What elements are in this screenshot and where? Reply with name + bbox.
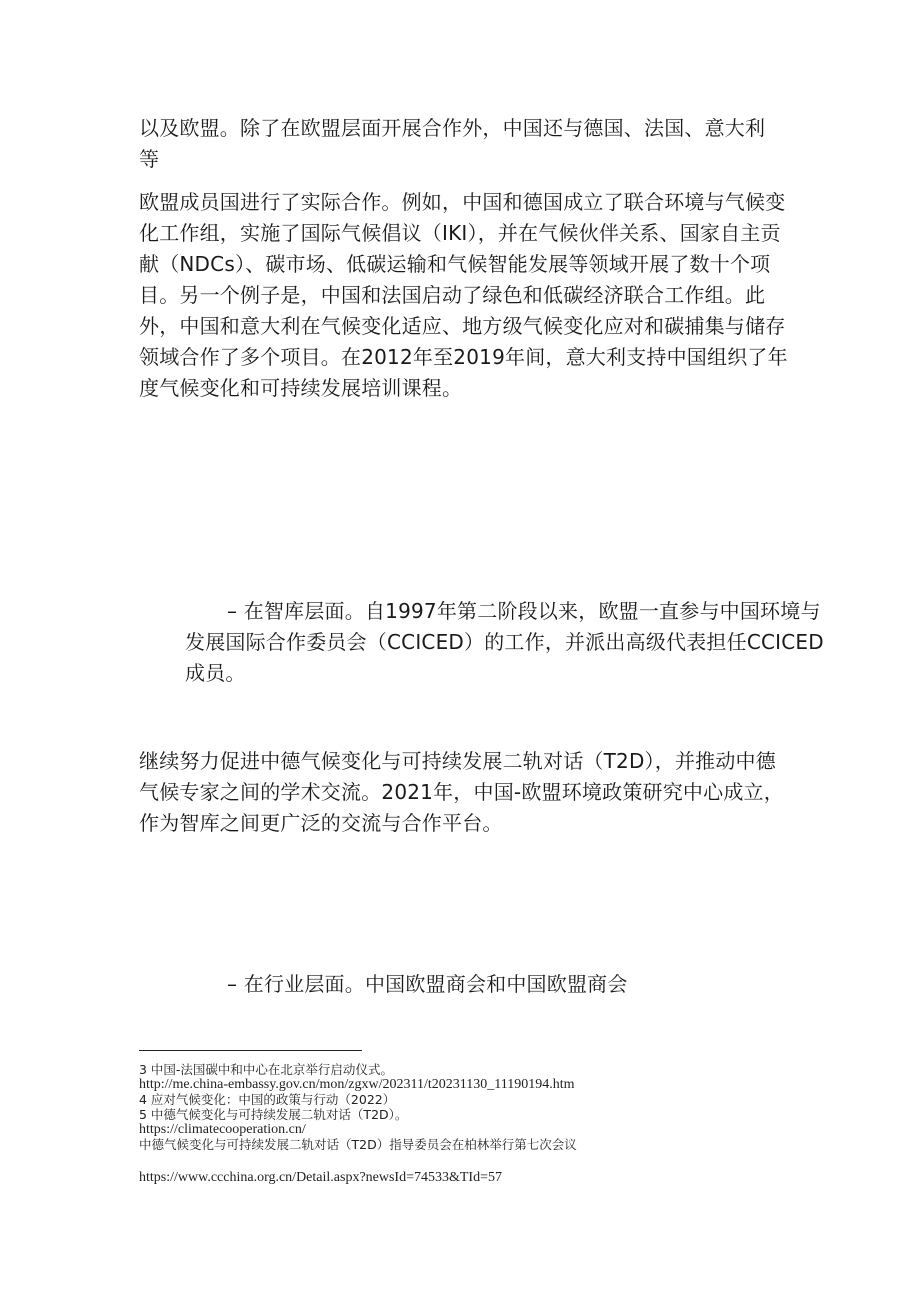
footnote-3-title: 3 中国-法国碳中和中心在北京举行启动仪式。 <box>139 1062 393 1077</box>
paragraph-eu-cooperation-intro: 以及欧盟。除了在欧盟层面开展合作外，中国还与德国、法国、意大利等 <box>139 116 766 171</box>
footnote-5-link[interactable]: https://climatecooperation.cn/ <box>139 1122 306 1137</box>
footnote-3-link[interactable]: http://me.china-embassy.gov.cn/mon/zgxw/202311/t20231130_11190194.htm <box>139 1077 575 1092</box>
footnote-spacer <box>139 1152 839 1170</box>
footnote-6-link[interactable]: https://www.ccchina.org.cn/Detail.aspx?newsId=74533&TId=57 <box>139 1170 502 1185</box>
paragraph-industry-level: – 在行业层面。中国欧盟商会和中国欧盟商会 <box>227 972 628 996</box>
footnote-4-title: 4 应对气候变化：中国的政策与行动（2022） <box>139 1092 396 1107</box>
footnote-separator <box>139 1050 362 1051</box>
paragraph-member-state-cooperation: 欧盟成员国进行了实际合作。例如，中国和德国成立了联合环境与气候变化工作组，实施了国际气候倡议（IKI），并在气候伙伴关系、国家自主贡献（NDCs）、碳市场、低碳运输和气候智能发展等领域开展了数十个项目。另一个例子是，中国和法国启动了绿色和低碳经济联合工作组。此外，中国和意大利在气候变化适应、地方级气候变化应对和碳捕集与储存领域合作了多个项目。在2012年至2019年间，意大利支持中国组织了年度气候变化和可持续发展培训课程。 <box>139 190 788 400</box>
footnote-5-title: 5 中德气候变化与可持续发展二轨对话（T2D）。 <box>139 1107 408 1122</box>
footnote-6-title: 中德气候变化与可持续发展二轨对话（T2D）指导委员会在柏林举行第七次会议 <box>139 1137 577 1152</box>
paragraph-t2d-dialogue: 继续努力促进中德气候变化与可持续发展二轨对话（T2D），并推动中德气候专家之间的学术交流。2021年，中国-欧盟环境政策研究中心成立，作为智库之间更广泛的交流与合作平台。 <box>139 749 784 835</box>
paragraph-think-tank-level: – 在智库层面。自1997年第二阶段以来，欧盟一直参与中国环境与发展国际合作委员会（CCICED）的工作，并派出高级代表担任CCICED成员。 <box>185 599 824 685</box>
footnotes <box>139 1062 839 1185</box>
